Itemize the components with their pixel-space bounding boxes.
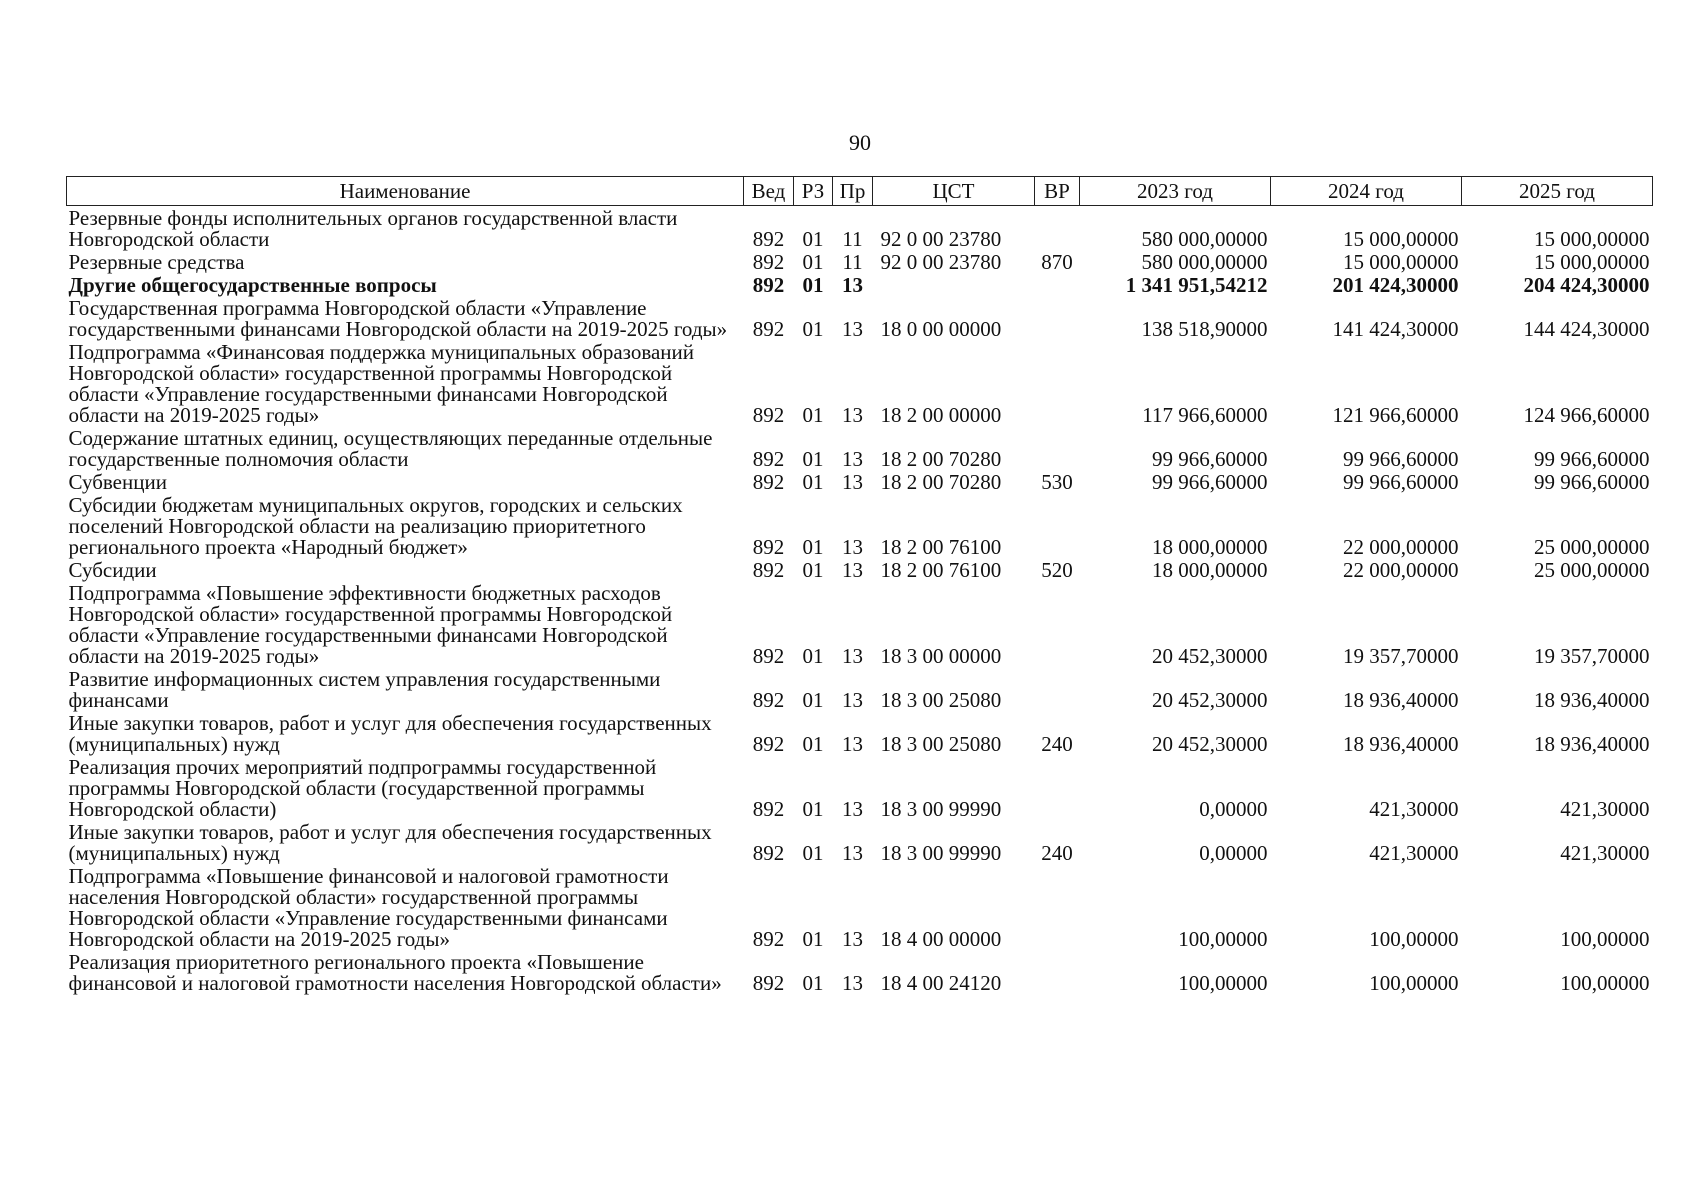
cell-pr: 13 [842,558,863,582]
header-2025: 2025 год [1462,177,1653,206]
cell-pr: 13 [842,273,863,297]
cell-2025: 99 966,60000 [1534,447,1650,471]
cell-cst: 18 2 00 76100 [880,535,1002,559]
cell-cst: 18 3 00 00000 [880,644,1002,668]
cell-name: Подпрограмма «Повышение финансовой и налоговой грамотности населения Новгородской области» государственной программы Новгородской области «Управление государственными финансами Новгородской области на 2019-2025 годы» [68,864,669,951]
cell-pr: 13 [842,447,863,471]
cell-2025: 18 936,40000 [1534,732,1650,756]
cell-vr: 520 [1041,558,1073,582]
table-row [67,558,1653,581]
cell-2023: 1 341 951,54212 [1125,273,1268,297]
cell-pr: 13 [842,317,863,341]
cell-2023: 18 000,00000 [1152,535,1268,559]
table-row [67,820,1653,864]
cell-2023: 0,00000 [1199,797,1268,821]
cell-rz: 01 [802,403,824,427]
cell-2024: 19 357,70000 [1343,644,1459,668]
cell-2025: 19 357,70000 [1534,644,1650,668]
cell-name: Иные закупки товаров, работ и услуг для обеспечения государственных (муниципальных) нужд [68,711,712,756]
cell-2024: 99 966,60000 [1343,447,1459,471]
cell-rz: 01 [802,470,824,494]
table-row [67,426,1653,470]
cell-2025: 204 424,30000 [1523,273,1650,297]
cell-2024: 15 000,00000 [1343,250,1459,274]
cell-2025: 15 000,00000 [1534,227,1650,251]
cell-ved: 892 [752,273,785,297]
cell-vr [1035,667,1080,711]
cell-rz: 01 [802,927,824,951]
cell-rz: 01 [802,841,824,865]
cell-cst: 18 2 00 00000 [880,403,1002,427]
cell-vr: 870 [1041,250,1073,274]
cell-cst: 18 3 00 99990 [880,797,1002,821]
cell-rz: 01 [802,250,824,274]
cell-2023: 20 452,30000 [1152,688,1268,712]
cell-name: Содержание штатных единиц, осуществляющих переданные отдельные государственные полномочия области [68,426,713,471]
cell-pr: 11 [842,227,863,251]
table-row [67,470,1653,493]
table-row [67,667,1653,711]
cell-vr [1035,950,1080,994]
cell-2025: 25 000,00000 [1534,535,1650,559]
cell-vr [1035,581,1080,667]
cell-vr: 240 [1041,841,1073,865]
cell-rz: 01 [802,797,824,821]
cell-2024: 121 966,60000 [1332,403,1459,427]
cell-2024: 15 000,00000 [1343,227,1459,251]
table-row [67,206,1653,251]
cell-vr [1035,340,1080,426]
cell-pr: 13 [842,732,863,756]
cell-cst [873,273,1035,296]
header-pr: Пр [833,177,873,206]
table-body [67,206,1653,995]
cell-ved: 892 [752,971,785,995]
cell-name: Реализация приоритетного регионального проекта «Повышение финансовой и налоговой грамотности населения Новгородской области» [68,950,722,995]
cell-ved: 892 [752,688,785,712]
cell-ved: 892 [752,317,785,341]
cell-name: Другие общегосударственные вопросы [68,273,437,297]
cell-2024: 22 000,00000 [1343,558,1459,582]
cell-2024: 22 000,00000 [1343,535,1459,559]
cell-vr [1035,206,1080,251]
cell-2023: 580 000,00000 [1141,227,1268,251]
cell-pr: 13 [842,797,863,821]
cell-rz: 01 [802,227,824,251]
cell-2025: 421,30000 [1560,841,1650,865]
cell-vr [1035,864,1080,950]
cell-rz: 01 [802,447,824,471]
cell-vr [1035,273,1080,296]
cell-2025: 18 936,40000 [1534,688,1650,712]
cell-2025: 124 966,60000 [1523,403,1650,427]
cell-pr: 13 [842,841,863,865]
cell-2023: 99 966,60000 [1152,447,1268,471]
table-row [67,273,1653,296]
cell-name: Подпрограмма «Повышение эффективности бюджетных расходов Новгородской области» государственной программы Новгородской области «Управление государственными финансами Новгородской области на 2019-2025 годы» [68,581,673,668]
cell-name: Субвенции [68,470,167,494]
page-number: 90 [849,130,871,155]
cell-2024: 18 936,40000 [1343,732,1459,756]
cell-cst: 18 4 00 00000 [880,927,1002,951]
cell-vr [1035,493,1080,558]
header-2024: 2024 год [1271,177,1462,206]
cell-2023: 138 518,90000 [1141,317,1268,341]
cell-name: Резервные фонды исполнительных органов государственной власти Новгородской области [68,206,678,251]
cell-pr: 13 [842,470,863,494]
cell-2025: 25 000,00000 [1534,558,1650,582]
cell-2023: 20 452,30000 [1152,732,1268,756]
cell-name: Субсидии [68,558,157,582]
cell-ved: 892 [752,732,785,756]
cell-pr: 13 [842,971,863,995]
cell-ved: 892 [752,250,785,274]
cell-rz: 01 [802,317,824,341]
header-name: Наименование [67,177,744,206]
cell-rz: 01 [802,644,824,668]
cell-2024: 100,00000 [1369,927,1459,951]
table-row [67,950,1653,994]
table-row [67,864,1653,950]
cell-2025: 100,00000 [1560,971,1650,995]
cell-ved: 892 [752,447,785,471]
cell-2024: 18 936,40000 [1343,688,1459,712]
cell-cst: 92 0 00 23780 [880,227,1002,251]
table-row [67,493,1653,558]
cell-pr: 13 [842,644,863,668]
table-row [67,340,1653,426]
cell-2024: 201 424,30000 [1332,273,1459,297]
cell-ved: 892 [752,535,785,559]
cell-rz: 01 [802,535,824,559]
header-vr: ВР [1035,177,1080,206]
cell-2023: 117 966,60000 [1142,403,1268,427]
cell-cst: 18 3 00 99990 [880,841,1002,865]
cell-rz: 01 [802,971,824,995]
cell-rz: 01 [802,558,824,582]
cell-ved: 892 [752,927,785,951]
cell-2023: 580 000,00000 [1141,250,1268,274]
cell-cst: 18 4 00 24120 [880,971,1002,995]
cell-pr: 13 [842,403,863,427]
table-row [67,755,1653,820]
cell-2025: 144 424,30000 [1523,317,1650,341]
cell-2023: 20 452,30000 [1152,644,1268,668]
cell-ved: 892 [752,227,785,251]
cell-2025: 421,30000 [1560,797,1650,821]
cell-pr: 11 [842,250,863,274]
cell-vr: 530 [1041,470,1073,494]
cell-2023: 99 966,60000 [1152,470,1268,494]
cell-2025: 100,00000 [1560,927,1650,951]
cell-pr: 13 [842,927,863,951]
cell-ved: 892 [752,797,785,821]
table-row [67,711,1653,755]
table-row [67,250,1653,273]
cell-rz: 01 [802,732,824,756]
cell-cst: 18 3 00 25080 [880,732,1002,756]
cell-2023: 100,00000 [1178,971,1268,995]
header-cst: ЦСТ [873,177,1035,206]
cell-ved: 892 [752,470,785,494]
cell-2025: 99 966,60000 [1534,470,1650,494]
header-ved: Вед [744,177,794,206]
cell-name: Государственная программа Новгородской области «Управление государственными финансами Новгородской области на 2019-2025 годы» [68,296,728,341]
cell-2024: 421,30000 [1369,797,1459,821]
cell-name: Реализация прочих мероприятий подпрограммы государственной программы Новгородской области (государственной программы Новгородской области) [68,755,657,821]
cell-ved: 892 [752,644,785,668]
cell-2023: 18 000,00000 [1152,558,1268,582]
cell-rz: 01 [802,273,824,297]
cell-name: Подпрограмма «Финансовая поддержка муниципальных образований Новгородской области» государственной программы Новгородской области «Управление государственными финансами Новгородской области на 2019-2025 годы» [68,340,695,427]
cell-rz: 01 [802,688,824,712]
table-row [67,581,1653,667]
cell-cst: 18 2 00 70280 [880,470,1002,494]
cell-cst: 18 2 00 70280 [880,447,1002,471]
cell-pr: 13 [842,688,863,712]
cell-2024: 141 424,30000 [1332,317,1459,341]
cell-name: Развитие информационных систем управления государственными финансами [68,667,661,712]
cell-2024: 100,00000 [1369,971,1459,995]
cell-name: Субсидии бюджетам муниципальных округов, городских и сельских поселений Новгородской области на реализацию приоритетного регионального проекта «Народный бюджет» [68,493,683,559]
cell-name: Резервные средства [68,250,245,274]
cell-pr: 13 [842,535,863,559]
cell-ved: 892 [752,403,785,427]
table-header-row [67,177,1653,206]
cell-2025: 15 000,00000 [1534,250,1650,274]
cell-2024: 99 966,60000 [1343,470,1459,494]
cell-2023: 100,00000 [1178,927,1268,951]
cell-2024: 421,30000 [1369,841,1459,865]
cell-vr [1035,755,1080,820]
cell-name: Иные закупки товаров, работ и услуг для обеспечения государственных (муниципальных) нужд [68,820,712,865]
cell-cst: 92 0 00 23780 [880,250,1002,274]
cell-ved: 892 [752,558,785,582]
header-2023: 2023 год [1080,177,1271,206]
cell-ved: 892 [752,841,785,865]
cell-cst: 18 3 00 25080 [880,688,1002,712]
cell-cst: 18 2 00 76100 [880,558,1002,582]
budget-table [66,176,1653,994]
cell-vr: 240 [1041,732,1073,756]
header-rz: РЗ [794,177,833,206]
table-row [67,296,1653,340]
cell-vr [1035,296,1080,340]
cell-cst: 18 0 00 00000 [880,317,1002,341]
cell-2023: 0,00000 [1199,841,1268,865]
cell-vr [1035,426,1080,470]
